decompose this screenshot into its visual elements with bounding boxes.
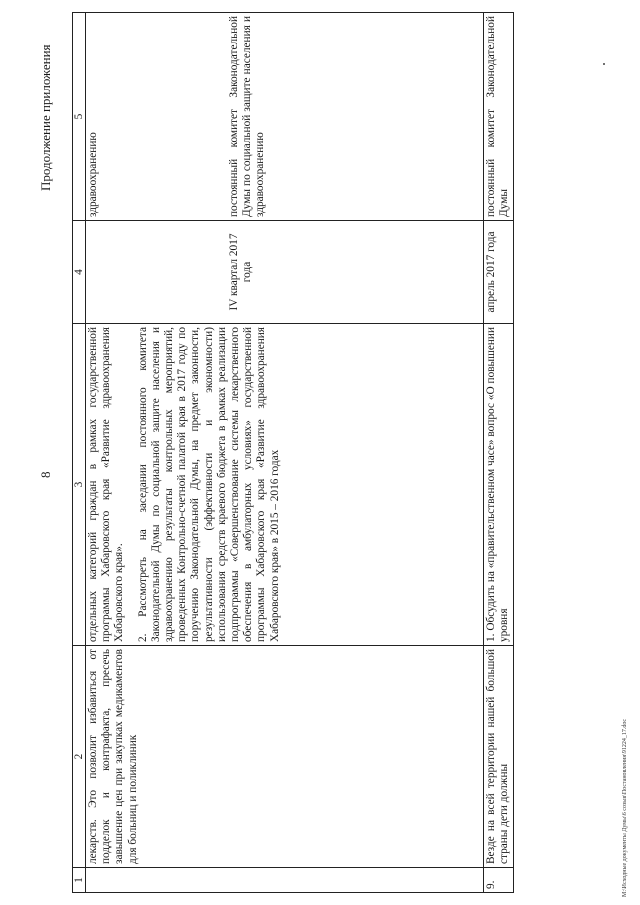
scan-artifact	[603, 63, 605, 65]
action-paragraph: отдельных категорий граждан в рамках государственной программы Хабаровского края «Развитие здравоохранения Хабаровского края».	[87, 327, 126, 642]
deadline-text: IV квартал 2017 года	[228, 233, 254, 311]
column-number: 2	[73, 646, 86, 868]
table-row	[86, 13, 484, 893]
file-path-footer: M:\Исходные документы Думы\6 созыв\Постановления\91224_17.doc	[622, 719, 628, 897]
action-paragraph: 2. Рассмотреть на заседании постоянного комитета Законодательной Думы по социальной защите населения и здравоохранению результаты контрольных мероприятий, проведенных Контрольно-счетной палатой края в 2017 году по поручению Законодательной Думы, на предмет законности, результативности (эффективности и экономности) использования средств краевого бюджета в рамках реализации подпрограммы «Совершенствование системы лекарственного обеспечения в амбулаторных условиях» государственной программы Хабаровского края «Развитие здравоохранения Хабаровского края» в 2015 – 2016 годах	[136, 327, 281, 642]
deadline-cell	[86, 221, 484, 324]
table-row	[484, 13, 514, 893]
problem-cell: лекарств. Это позволит избавиться от подделок и контрафакта, пресечь завышение цен при закупках медикаментов для больниц и поликлиник	[86, 646, 484, 868]
continuation-label: Продолжение приложения	[38, 44, 53, 191]
action-plan-table	[72, 12, 514, 893]
problem-cell: Везде на всей территории нашей большой страны дети должны	[484, 646, 514, 868]
column-number: 4	[73, 221, 86, 324]
deadline-text	[87, 224, 218, 320]
page-number: 8	[38, 471, 53, 478]
action-cell	[86, 324, 484, 646]
row-number-cell	[86, 868, 484, 893]
column-number-row	[73, 13, 86, 893]
action-cell: 1. Обсудить на «правительственном часе» вопрос «О повышении уровня	[484, 324, 514, 646]
column-number: 5	[73, 13, 86, 221]
column-number: 1	[73, 868, 86, 893]
responsible-cell: постоянный комитет Законодательной Думы	[484, 13, 514, 221]
responsible-text: здравоохранению	[87, 132, 99, 217]
row-number-cell: 9.	[484, 868, 514, 893]
responsible-text: постоянный комитет Законодательной Думы по социальной защите населения и здравоохранению	[228, 16, 267, 217]
column-number: 3	[73, 324, 86, 646]
deadline-cell: апрель 2017 года	[484, 221, 514, 324]
responsible-cell	[86, 13, 484, 221]
